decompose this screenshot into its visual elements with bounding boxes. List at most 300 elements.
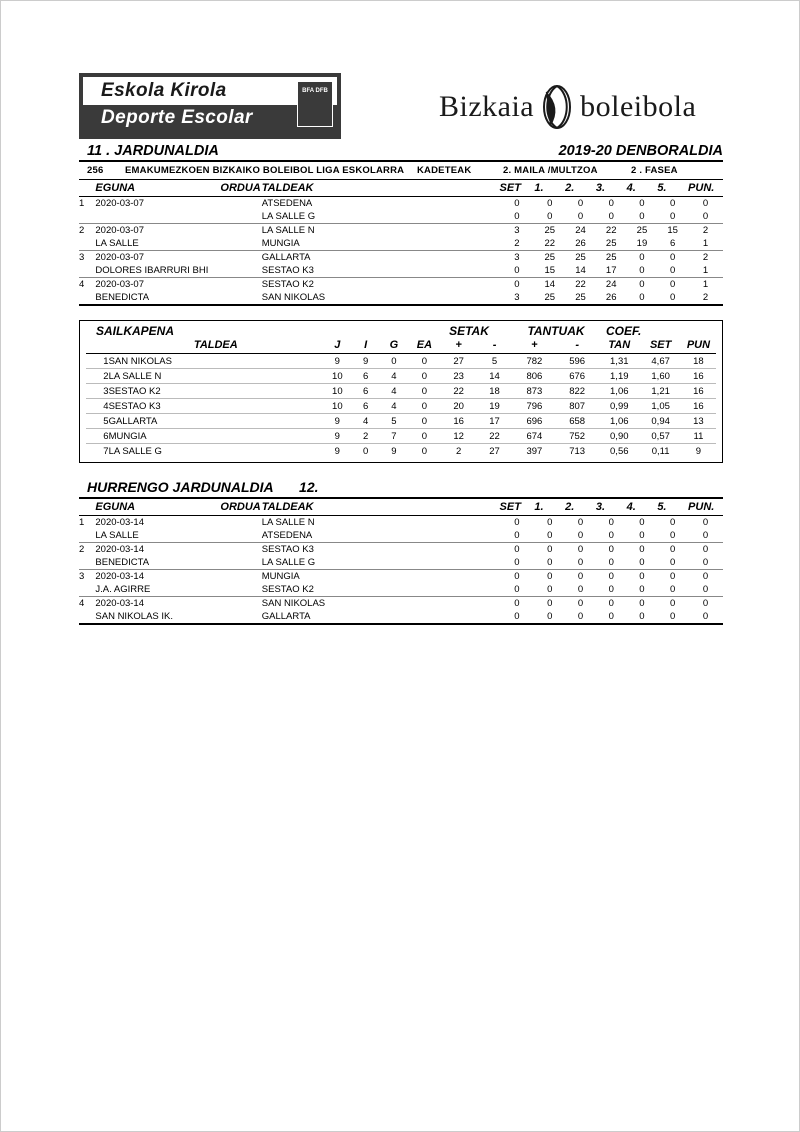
col-taldeak: TALDEAK [262, 499, 500, 516]
match-venue: J.A. AGIRRE [95, 583, 261, 597]
sets-lost: 22 [477, 429, 513, 444]
team-name: SESTAO K2 [109, 384, 323, 399]
away-set2: 14 [565, 264, 596, 278]
not-played: 0 [421, 445, 428, 457]
away-points: 2 [688, 291, 723, 305]
next-round-number: 12. [299, 479, 319, 495]
away-set4: 0 [627, 583, 658, 597]
points-against: 807 [556, 399, 598, 414]
match-index: 4 [79, 598, 85, 609]
away-set4: 19 [627, 237, 658, 251]
col-pun: PUN. [688, 499, 723, 516]
position: 6 [86, 429, 109, 444]
match-date: 2020-03-14 [95, 544, 144, 555]
table-row [86, 384, 716, 399]
results-header-row [79, 180, 723, 197]
col-i: I [352, 338, 380, 354]
col-j: J [323, 338, 352, 354]
match-index: 3 [79, 571, 85, 582]
points-for: 782 [513, 354, 557, 369]
away-points: 1 [688, 237, 723, 251]
boleibola-wordmark: boleibola [580, 90, 697, 123]
home-set1: 0 [547, 544, 553, 555]
col-sets-lost: - [477, 338, 513, 354]
match-index: 3 [79, 252, 85, 263]
eskola-kirola-spanish-label: Deporte Escolar [101, 107, 253, 128]
played: 9 [323, 354, 352, 369]
match-date: 2020-03-07 [95, 225, 144, 236]
table-row [79, 251, 723, 265]
home-set5: 0 [670, 544, 676, 555]
table-row [86, 399, 716, 414]
match-index-blank [79, 583, 95, 597]
match-date: 2020-03-07 [95, 252, 144, 263]
home-sets: 0 [514, 598, 520, 609]
position: 4 [86, 399, 109, 414]
home-set5: 15 [667, 225, 678, 236]
won: 9 [352, 354, 380, 369]
played: 9 [334, 445, 340, 457]
away-set5: 0 [657, 583, 688, 597]
home-set5: 0 [670, 598, 676, 609]
col-set-5: 5. [657, 499, 688, 516]
home-set2: 0 [577, 571, 584, 582]
away-points: 1 [688, 264, 723, 278]
away-team: GALLARTA [262, 610, 500, 624]
home-set5: 0 [670, 198, 676, 209]
sets-won: 27 [441, 354, 477, 369]
home-points: 0 [702, 517, 709, 528]
eskola-kirola-basque-label: Eskola Kirola [101, 80, 227, 101]
home-set1: 0 [547, 598, 553, 609]
season-label: 2019-20 DENBORALDIA [558, 143, 723, 159]
won: 4 [352, 414, 380, 429]
total-points: 16 [681, 384, 716, 399]
col-set: SET [500, 180, 535, 197]
away-points: 0 [688, 583, 723, 597]
match-index-blank [79, 291, 95, 305]
points-against: 658 [556, 414, 598, 429]
round-title-row [79, 143, 723, 162]
match-venue: LA SALLE [95, 529, 261, 543]
table-row [86, 429, 716, 444]
home-set2: 0 [577, 198, 584, 209]
won: 2 [352, 429, 380, 444]
home-set3: 0 [608, 598, 614, 609]
tan-coef: 0,90 [598, 429, 640, 444]
bfa-dfb-badge-icon: BFA DFB [297, 81, 333, 127]
away-set2: 0 [565, 610, 596, 624]
next-round-title-row [79, 479, 723, 499]
home-set4: 0 [639, 252, 645, 263]
col-index [79, 499, 95, 516]
team-name: MUNGIA [109, 429, 323, 444]
played: 10 [323, 384, 352, 399]
away-set3: 0 [596, 583, 627, 597]
results-table-wrapper [79, 180, 723, 306]
lost: 4 [380, 399, 408, 414]
set-coef: 1,60 [640, 369, 680, 384]
match-index: 1 [79, 198, 85, 209]
table-row [86, 369, 716, 384]
standings-table [86, 338, 716, 458]
away-sets: 2 [500, 237, 535, 251]
away-set2: 26 [565, 237, 596, 251]
col-ea: EA [408, 338, 441, 354]
next-header-row [79, 499, 723, 516]
match-index-blank [79, 610, 95, 624]
away-team: SESTAO K3 [262, 264, 500, 278]
away-set5: 0 [657, 610, 688, 624]
home-sets: 0 [514, 198, 520, 209]
standings-panel [79, 320, 723, 463]
away-set3: 0 [596, 529, 627, 543]
bizkaia-wordmark: Bizkaia [439, 90, 535, 123]
competition-phase: 2 . FASEA [631, 165, 678, 176]
match-index-blank [79, 556, 95, 570]
col-set: SET [500, 499, 535, 516]
played: 9 [323, 429, 352, 444]
match-venue [95, 210, 261, 224]
played: 10 [323, 399, 352, 414]
total-points: 16 [681, 369, 716, 384]
won: 6 [352, 399, 380, 414]
match-date: 2020-03-07 [95, 279, 144, 290]
tan-coef: 1,06 [598, 414, 640, 429]
away-team: LA SALLE G [262, 210, 500, 224]
col-taldea: TALDEA [109, 338, 323, 354]
position: 5 [86, 414, 109, 429]
home-set1: 25 [544, 225, 556, 236]
competition-name: EMAKUMEZKOEN BIZKAIKO BOLEIBOL LIGA ESKOLARRA [125, 165, 405, 176]
not-played: 0 [408, 414, 441, 429]
lost: 4 [380, 369, 408, 384]
home-set5: 0 [670, 279, 676, 290]
points-against: 596 [556, 354, 598, 369]
standings-group-tantuak: TANTUAK [527, 324, 585, 338]
total-points: 9 [695, 445, 702, 457]
away-sets: 0 [500, 210, 535, 224]
away-set1: 22 [534, 237, 565, 251]
away-set3: 26 [596, 291, 627, 305]
col-set-coef: SET [640, 338, 680, 354]
home-set5: 0 [670, 252, 676, 263]
points-for: 806 [513, 369, 557, 384]
points-against: 713 [569, 445, 586, 457]
home-team: ATSEDENA [261, 198, 313, 209]
table-row [79, 224, 723, 238]
set-coef: 4,67 [640, 354, 680, 369]
home-set3: 24 [605, 279, 617, 290]
match-venue: LA SALLE [95, 237, 261, 251]
tan-coef: 1,06 [598, 384, 640, 399]
home-points: 0 [702, 598, 709, 609]
lost: 4 [380, 384, 408, 399]
total-points: 13 [681, 414, 716, 429]
away-set2: 25 [565, 291, 596, 305]
tan-coef: 1,31 [598, 354, 640, 369]
home-set5: 0 [670, 517, 676, 528]
home-set1: 0 [547, 517, 553, 528]
round-title: 11 . JARDUNALDIA [87, 143, 219, 159]
col-tan-coef: TAN [598, 338, 640, 354]
away-points: 0 [688, 210, 723, 224]
home-team: GALLARTA [261, 252, 311, 263]
table-row [79, 583, 723, 597]
home-set4: 0 [639, 598, 645, 609]
team-name: LA SALLE N [109, 369, 323, 384]
standings-group-coef: COEF. [606, 324, 642, 338]
points-for: 397 [526, 445, 543, 457]
away-set5: 0 [657, 529, 688, 543]
sets-won: 2 [455, 445, 462, 457]
col-taldeak: TALDEAK [262, 180, 500, 197]
col-index [79, 180, 95, 197]
away-set2: 0 [565, 529, 596, 543]
away-points: 0 [688, 556, 723, 570]
team-name: LA SALLE G [108, 445, 162, 457]
team-name: GALLARTA [109, 414, 323, 429]
match-index-blank [79, 264, 95, 278]
match-index-blank [79, 529, 95, 543]
away-points: 0 [688, 529, 723, 543]
home-team: SESTAO K2 [261, 279, 314, 290]
col-pun: PUN. [688, 180, 723, 197]
won: 6 [352, 384, 380, 399]
match-date: 2020-03-14 [95, 571, 144, 582]
away-set5: 0 [657, 556, 688, 570]
match-venue: SAN NIKOLAS IK. [95, 610, 261, 624]
not-played: 0 [408, 384, 441, 399]
tan-coef: 0,56 [610, 445, 629, 457]
col-eguna: EGUNA [95, 180, 220, 197]
tan-coef: 1,19 [598, 369, 640, 384]
standings-title: SAILKAPENA [96, 324, 175, 338]
col-position [86, 338, 109, 354]
col-points-against: - [556, 338, 598, 354]
col-set-2: 2. [565, 499, 596, 516]
lost: 0 [380, 354, 408, 369]
away-sets: 0 [500, 264, 535, 278]
competition-code: 256 [87, 165, 104, 176]
team-name: SESTAO K3 [109, 399, 323, 414]
points-against: 752 [556, 429, 598, 444]
table-row [79, 597, 723, 611]
col-set-4: 4. [627, 180, 658, 197]
points-against: 676 [556, 369, 598, 384]
away-set5: 0 [657, 291, 688, 305]
table-row [79, 291, 723, 305]
match-date: 2020-03-14 [95, 598, 144, 609]
match-index: 1 [79, 517, 85, 528]
total-points: 18 [681, 354, 716, 369]
match-index: 2 [79, 225, 85, 236]
home-set4: 0 [639, 571, 645, 582]
away-set2: 0 [565, 583, 596, 597]
col-points-for: + [513, 338, 557, 354]
away-sets: 0 [500, 583, 535, 597]
away-set1: 0 [534, 529, 565, 543]
sets-won: 16 [441, 414, 477, 429]
sets-lost: 18 [477, 384, 513, 399]
away-set3: 0 [596, 210, 627, 224]
away-set4: 0 [627, 210, 658, 224]
points-for: 674 [513, 429, 557, 444]
competition-strip [79, 162, 723, 180]
set-coef: 1,21 [640, 384, 680, 399]
sets-won: 12 [441, 429, 477, 444]
col-set-3: 3. [596, 499, 627, 516]
sets-lost: 14 [477, 369, 513, 384]
away-sets: 0 [500, 529, 535, 543]
eskola-kirola-logo [79, 73, 341, 139]
away-set1: 0 [534, 210, 565, 224]
team-name: SAN NIKOLAS [109, 354, 323, 369]
match-index-blank [79, 210, 95, 224]
position: 1 [86, 354, 109, 369]
away-team: SESTAO K2 [262, 583, 500, 597]
lost: 5 [380, 414, 408, 429]
col-g: G [380, 338, 408, 354]
away-set3: 17 [596, 264, 627, 278]
away-set5: 0 [657, 210, 688, 224]
home-sets: 0 [514, 571, 520, 582]
away-set3: 25 [596, 237, 627, 251]
home-team: LA SALLE N [261, 517, 315, 528]
away-set1: 0 [534, 583, 565, 597]
table-row [79, 529, 723, 543]
points-against: 822 [556, 384, 598, 399]
home-team: LA SALLE N [261, 225, 315, 236]
standings-header-row [86, 338, 716, 354]
home-set4: 0 [639, 279, 645, 290]
not-played: 0 [408, 429, 441, 444]
home-sets: 0 [514, 517, 520, 528]
points-for: 796 [513, 399, 557, 414]
col-ordua: ORDUA [220, 180, 261, 197]
away-set3: 0 [596, 610, 627, 624]
col-set-1: 1. [534, 499, 565, 516]
match-venue: BENEDICTA [95, 556, 261, 570]
away-sets: 3 [500, 291, 535, 305]
table-row [79, 237, 723, 251]
away-set1: 0 [534, 610, 565, 624]
away-team: LA SALLE G [262, 556, 500, 570]
competition-category: KADETEAK [417, 165, 472, 176]
match-index-blank [79, 237, 95, 251]
away-set2: 0 [565, 210, 596, 224]
won: 0 [363, 445, 369, 457]
match-venue: BENEDICTA [95, 291, 261, 305]
tan-coef: 0,99 [598, 399, 640, 414]
played: 10 [323, 369, 352, 384]
sets-won: 20 [441, 399, 477, 414]
set-coef: 0,11 [651, 445, 670, 457]
home-set4: 0 [639, 198, 645, 209]
col-set-4: 4. [627, 499, 658, 516]
col-standings-pun: PUN [681, 338, 716, 354]
home-set4: 0 [639, 517, 645, 528]
home-set2: 0 [577, 517, 584, 528]
home-set2: 24 [575, 225, 586, 236]
sets-lost: 27 [489, 445, 500, 457]
volleyball-swirl-icon [536, 84, 578, 130]
next-round-table [79, 499, 723, 624]
away-set3: 0 [596, 556, 627, 570]
col-set-3: 3. [596, 180, 627, 197]
home-set3: 25 [605, 252, 617, 263]
col-ordua: ORDUA [220, 499, 261, 516]
away-team: SAN NIKOLAS [262, 291, 500, 305]
points-for: 873 [513, 384, 557, 399]
col-sets-won: + [441, 338, 477, 354]
position: 3 [86, 384, 109, 399]
not-played: 0 [408, 369, 441, 384]
away-set2: 0 [565, 556, 596, 570]
home-set2: 0 [577, 598, 584, 609]
home-set1: 25 [544, 252, 556, 263]
home-sets: 3 [514, 225, 520, 236]
table-row [79, 264, 723, 278]
away-team: MUNGIA [262, 237, 500, 251]
col-set-2: 2. [565, 180, 596, 197]
home-team: SESTAO K3 [261, 544, 314, 555]
set-coef: 0,94 [640, 414, 680, 429]
col-set-5: 5. [657, 180, 688, 197]
set-coef: 1,05 [640, 399, 680, 414]
home-points: 0 [702, 544, 709, 555]
home-set3: 0 [608, 198, 614, 209]
total-points: 16 [681, 399, 716, 414]
home-set3: 0 [608, 571, 614, 582]
away-set1: 15 [534, 264, 565, 278]
table-row [79, 210, 723, 224]
match-venue: DOLORES IBARRURI BHI [95, 264, 261, 278]
set-coef: 0,57 [640, 429, 680, 444]
results-table [79, 180, 723, 305]
table-row [79, 543, 723, 557]
next-round-table-wrapper [79, 499, 723, 625]
away-set1: 25 [534, 291, 565, 305]
table-row [86, 444, 716, 459]
home-points: 2 [702, 225, 709, 236]
home-set3: 0 [608, 544, 614, 555]
lost: 7 [380, 429, 408, 444]
home-sets: 0 [514, 544, 520, 555]
match-index: 4 [79, 279, 85, 290]
away-set1: 0 [534, 556, 565, 570]
away-set4: 0 [627, 556, 658, 570]
home-set4: 25 [636, 225, 648, 236]
home-set2: 22 [575, 279, 586, 290]
away-set4: 0 [627, 291, 658, 305]
played: 9 [323, 414, 352, 429]
not-played: 0 [408, 399, 441, 414]
lost: 9 [391, 445, 397, 457]
away-set5: 6 [657, 237, 688, 251]
table-row [79, 516, 723, 530]
document-content [79, 73, 723, 625]
table-row [79, 197, 723, 211]
table-row [79, 570, 723, 584]
home-team: SAN NIKOLAS [261, 598, 326, 609]
home-set3: 0 [608, 517, 614, 528]
away-team: ATSEDENA [262, 529, 500, 543]
next-round-title: HURRENGO JARDUNALDIA [87, 479, 274, 495]
match-index: 2 [79, 544, 85, 555]
table-row [86, 414, 716, 429]
home-points: 0 [702, 198, 709, 209]
